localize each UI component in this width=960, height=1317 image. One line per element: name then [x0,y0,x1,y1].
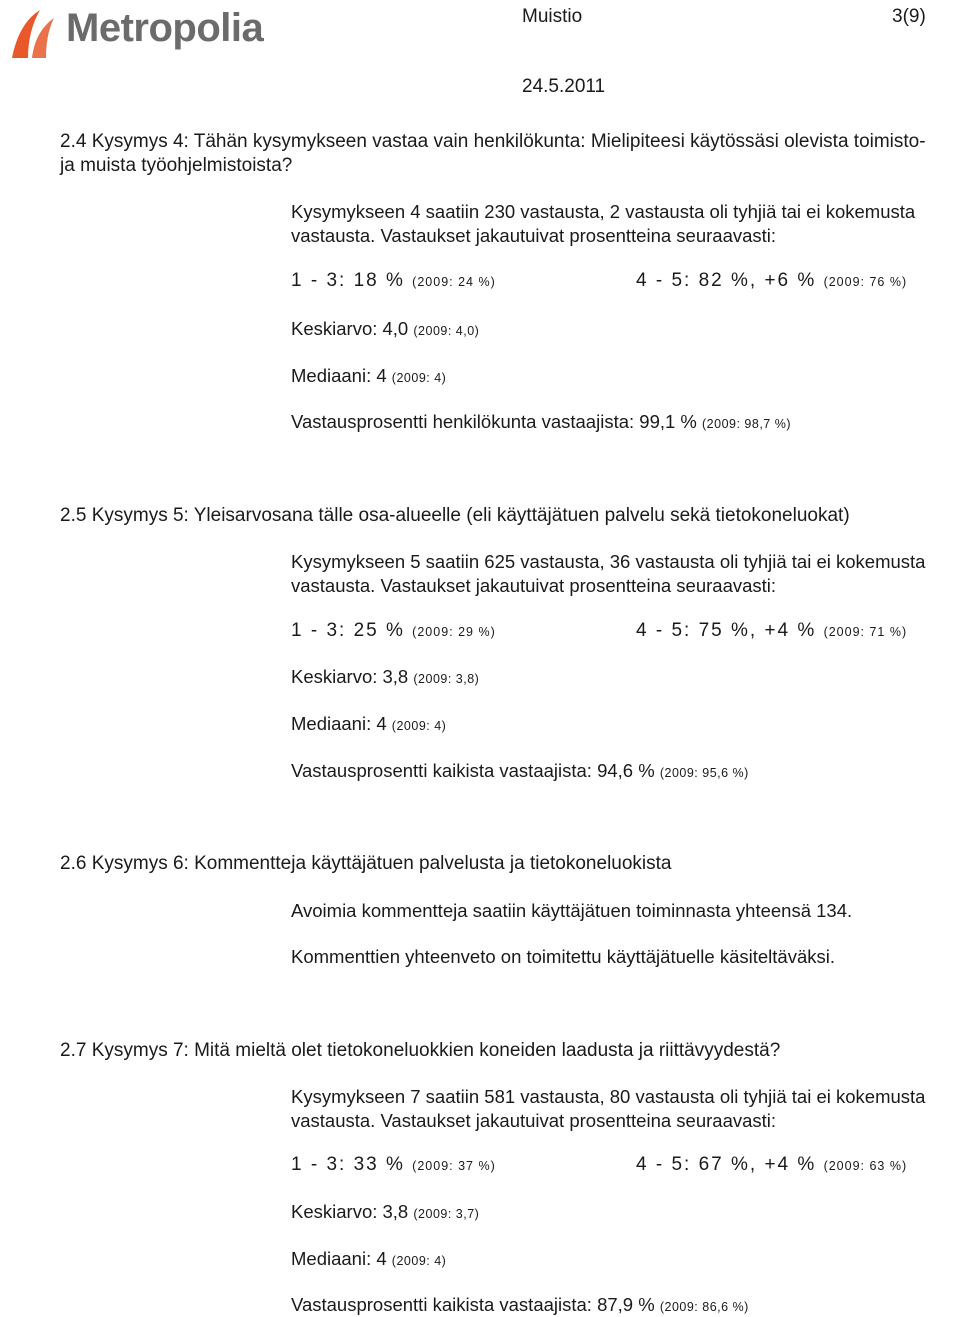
document-type: Muistio [522,6,583,27]
text-fragment: (2009: 3,7) [413,1207,480,1221]
response-rate [291,411,791,433]
text-fragment: (2009: 4) [391,719,447,733]
summary-line: vastausta. Vastaukset jakautuivat prosentteina seuraavasti: [291,575,777,596]
text-fragment: 4 - 5: 67 %, +4 % [636,1154,817,1175]
high-score-share [636,1154,907,1176]
mean-value [291,666,479,688]
response-summary [291,200,959,248]
text-fragment: 4 - 5: 75 %, +4 % [636,620,817,641]
text-fragment: (2009: 24 %) [412,275,496,289]
text-fragment: (2009: 86,6 %) [659,1300,749,1314]
text-fragment: 1 - 3: 33 % [291,1154,405,1175]
text-fragment: Keskiarvo: 4,0 [291,318,409,339]
response-rate [291,1294,749,1316]
text-fragment: (2009: 71 %) [823,625,908,639]
logo-wordmark: Metropolia [66,6,264,50]
text-fragment: (2009: 29 %) [412,625,496,639]
metropolia-swoosh-icon [6,2,66,62]
distribution-row [291,270,951,298]
distribution-row [291,1154,951,1182]
text-fragment: (2009: 4) [391,371,447,385]
page-header [0,0,960,110]
response-summary [291,1085,959,1133]
text-fragment: Mediaani: 4 [291,713,387,734]
heading-line: ja muista työohjelmistoista? [60,155,293,176]
text-fragment: (2009: 3,8) [413,672,480,686]
heading-line: 2.4 Kysymys 4: Tähän kysymykseen vastaa vain henkilökunta: Mielipiteesi käytössäsi olevista toimisto- [60,131,926,152]
median-value [291,1248,446,1270]
text-fragment: Keskiarvo: 3,8 [291,666,409,687]
summary-line: vastausta. Vastaukset jakautuivat prosentteina seuraavasti: [291,1110,777,1131]
metropolia-logo [6,2,266,62]
text-fragment: 1 - 3: 25 % [291,620,405,641]
summary-line: Kysymykseen 7 saatiin 581 vastausta, 80 vastausta oli tyhjiä tai ei kokemusta [291,1086,926,1107]
text-fragment: (2009: 95,6 %) [659,766,749,780]
comment-count: Avoimia kommentteja saatiin käyttäjätuen toiminnasta yhteensä 134. [291,900,853,921]
text-fragment: Keskiarvo: 3,8 [291,1201,409,1222]
section-heading: 2.7 Kysymys 7: Mitä mieltä olet tietokoneluokkien koneiden laadusta ja riittävyydestä? [60,1040,781,1061]
low-score-share [291,1154,496,1176]
mean-value [291,318,479,340]
high-score-share [636,620,907,642]
section-heading: 2.5 Kysymys 5: Yleisarvosana tälle osa-alueelle (eli käyttäjätuen palvelu sekä tietokoneluokat) [60,505,850,526]
section-heading: 2.6 Kysymys 6: Kommentteja käyttäjätuen palvelusta ja tietokoneluokista [60,853,672,874]
summary-line: vastausta. Vastaukset jakautuivat prosentteina seuraavasti: [291,225,777,246]
distribution-row [291,620,951,648]
low-score-share [291,620,496,642]
text-fragment: 1 - 3: 18 % [291,270,405,291]
summary-line: Kysymykseen 5 saatiin 625 vastausta, 36 vastausta oli tyhjiä tai ei kokemusta [291,551,926,572]
summary-line: Kysymykseen 4 saatiin 230 vastausta, 2 vastausta oli tyhjiä tai ei kokemusta [291,201,916,222]
text-fragment: (2009: 98,7 %) [702,417,792,431]
comment-summary-note: Kommenttien yhteenveto on toimitettu käyttäjätuelle käsiteltäväksi. [291,946,835,967]
text-fragment: (2009: 63 %) [823,1159,908,1173]
text-fragment: Vastausprosentti henkilökunta vastaajista: 99,1 % [291,411,697,432]
text-fragment: Vastausprosentti kaikista vastaajista: 87,9 % [291,1294,655,1315]
text-fragment: (2009: 4,0) [413,324,480,338]
document-date: 24.5.2011 [522,76,606,97]
page-number: 3(9) [892,6,926,27]
high-score-share [636,270,907,292]
text-fragment: (2009: 4) [391,1254,447,1268]
response-summary [291,550,959,598]
text-fragment: 4 - 5: 82 %, +6 % [636,270,817,291]
text-fragment: Vastausprosentti kaikista vastaajista: 94,6 % [291,760,655,781]
median-value [291,365,446,387]
text-fragment: Mediaani: 4 [291,1248,387,1269]
text-fragment: (2009: 76 %) [823,275,908,289]
median-value [291,713,446,735]
section-heading [60,130,950,178]
mean-value [291,1201,479,1223]
low-score-share [291,270,496,292]
response-rate [291,760,749,782]
text-fragment: (2009: 37 %) [412,1159,496,1173]
text-fragment: Mediaani: 4 [291,365,387,386]
